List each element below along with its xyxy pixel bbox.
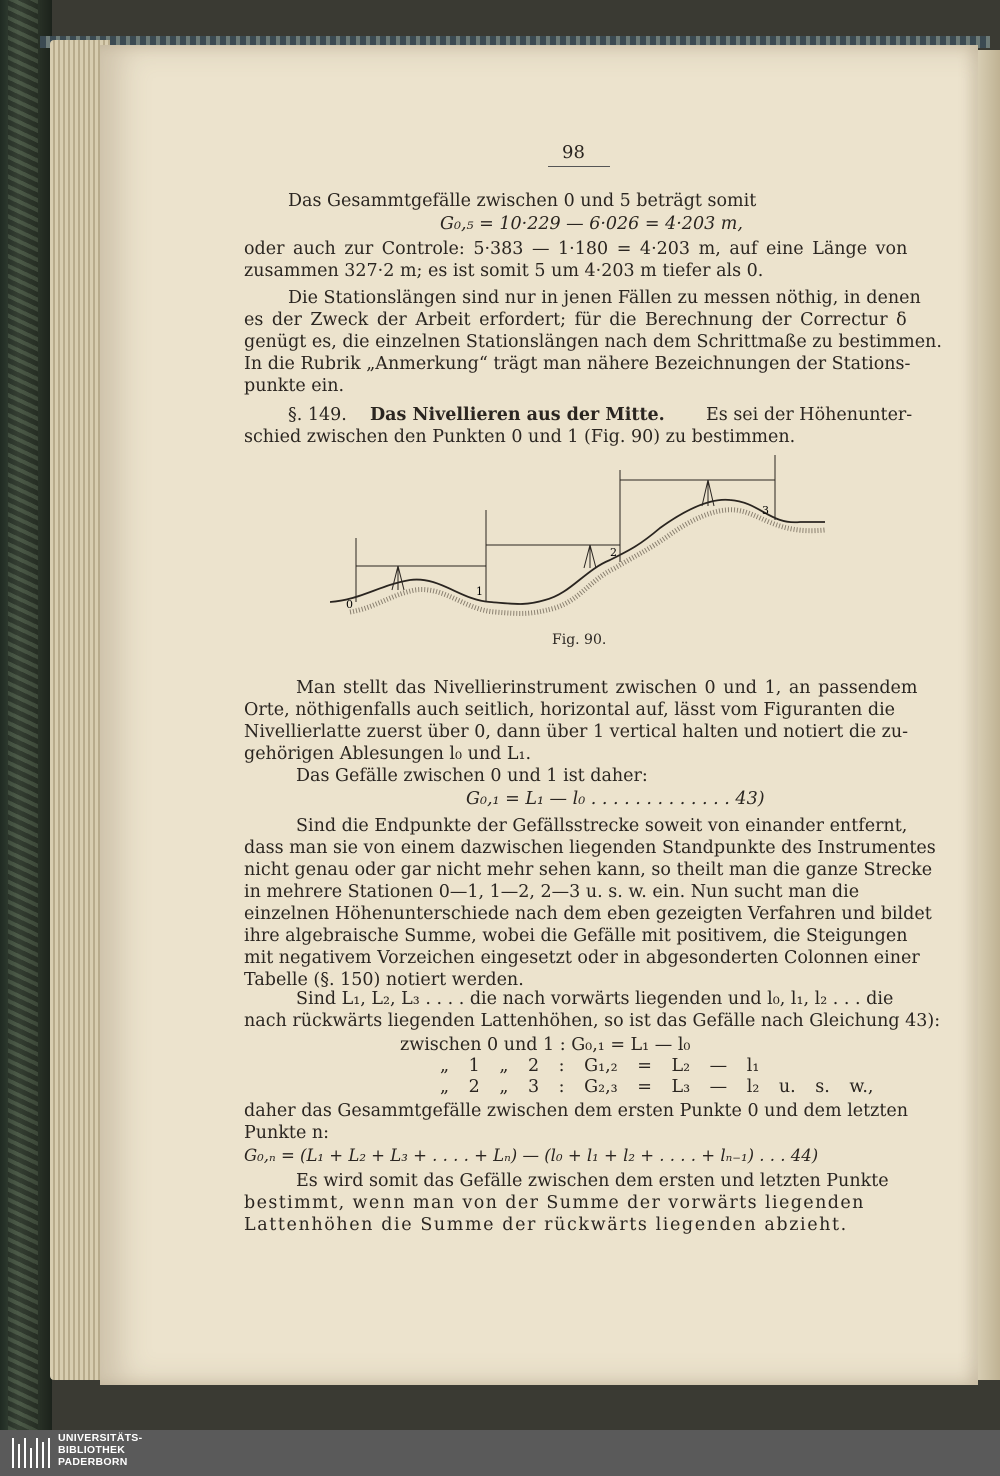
equation-line: „ 1 „ 2 : G₁,₂ = L₂ — l₁ <box>440 1056 760 1076</box>
equation-44: G₀,ₙ = (L₁ + L₂ + L₃ + . . . . + Lₙ) — (l₀ + l₁ + l₂ + . . . . + lₙ₋₁) . . . 44) <box>244 1146 819 1165</box>
text-line: mit negativem Vorzeichen eingesetzt oder in abgesonderten Colonnen einer <box>244 948 920 968</box>
text-line: nicht genau oder gar nicht mehr sehen kann, so theilt man die ganze Strecke <box>244 860 933 880</box>
text-line: Es sei der Höhenunter- <box>706 405 913 425</box>
text-line: daher das Gesammtgefälle zwischen dem ersten Punkte 0 und dem letzten <box>244 1101 909 1121</box>
text-line: dass man sie von einem dazwischen liegenden Standpunkte des Instrumentes <box>244 838 936 858</box>
book-spine <box>0 0 52 1430</box>
text-line: nach rückwärts liegenden Lattenhöhen, so ist das Gefälle nach Gleichung 43): <box>244 1011 941 1031</box>
text-line: Die Stationslängen sind nur in jenen Fällen zu messen nöthig, in denen <box>288 288 921 308</box>
text-line: Es wird somit das Gefälle zwischen dem ersten und letzten Punkte <box>296 1171 889 1191</box>
figure-90-diagram <box>330 450 830 630</box>
logo-line: PADERBORN <box>58 1456 128 1468</box>
text-line: oder auch zur Controle: 5·383 — 1·180 = 4·203 m, auf eine Länge von <box>244 239 908 259</box>
text-line: Punkte n: <box>244 1123 330 1143</box>
text-line: Tabelle (§. 150) notiert werden. <box>244 970 524 990</box>
text-line: schied zwischen den Punkten 0 und 1 (Fig. 90) zu bestimmen. <box>244 427 796 447</box>
text-line: zusammen 327·2 m; es ist somit 5 um 4·203 m tiefer als 0. <box>244 261 764 281</box>
logo-line: UNIVERSITÄTS- <box>58 1432 143 1444</box>
library-logo-text <box>58 1432 142 1468</box>
logo-line: BIBLIOTHEK <box>58 1444 126 1456</box>
text-line: Nivellierlatte zuerst über 0, dann über 1 vertical halten und notiert die zu- <box>244 722 909 742</box>
text-line-spaced: Lattenhöhen die Summe der rückwärts liegenden abzieht. <box>244 1215 848 1235</box>
section-number: §. 149. <box>288 405 347 425</box>
point-label-2: 2 <box>610 546 617 559</box>
text-line: es der Zweck der Arbeit erfordert; für die Berechnung der Correctur δ <box>244 310 907 330</box>
text-line: Sind L₁, L₂, L₃ . . . . die nach vorwärts liegenden und l₀, l₁, l₂ . . . die <box>296 989 894 1009</box>
text-line: Das Gefälle zwischen 0 und 1 ist daher: <box>296 766 648 786</box>
text-line: gehörigen Ablesungen l₀ und L₁. <box>244 744 532 764</box>
text-line: In die Rubrik „Anmerkung“ trägt man nähere Bezeichnungen der Stations- <box>244 354 911 374</box>
equation-line: zwischen 0 und 1 : G₀,₁ = L₁ — l₀ <box>400 1035 691 1055</box>
text-line: punkte ein. <box>244 376 345 396</box>
equation-line: „ 2 „ 3 : G₂,₃ = L₃ — l₂ u. s. w., <box>440 1077 874 1097</box>
section-heading: Das Nivellieren aus der Mitte. <box>370 405 665 425</box>
equation-line: G₀,₅ = 10·229 — 6·026 = 4·203 m, <box>440 214 743 234</box>
text-line: einzelnen Höhenunterschiede nach dem eben gezeigten Verfahren und bildet <box>244 904 932 924</box>
text-line: ihre algebraische Summe, wobei die Gefälle mit positivem, die Steigungen <box>244 926 908 946</box>
text-line: Orte, nöthigenfalls auch seitlich, horizontal auf, lässt vom Figuranten die <box>244 700 896 720</box>
text-line: Sind die Endpunkte der Gefällsstrecke soweit von einander entfernt, <box>296 816 908 836</box>
instrument-tripod-2 <box>584 545 596 568</box>
footer-bar <box>0 1430 1000 1476</box>
terrain-line <box>330 500 825 604</box>
equation-43: G₀,₁ = L₁ — l₀ . . . . . . . . . . . . . 43) <box>466 789 765 809</box>
point-label-1: 1 <box>476 585 483 598</box>
page-number-rule <box>548 166 610 167</box>
figure-caption: Fig. 90. <box>552 632 607 648</box>
text-line: in mehrere Stationen 0—1, 1—2, 2—3 u. s. w. ein. Nun sucht man die <box>244 882 860 902</box>
next-page-edge <box>976 50 1000 1380</box>
library-logo-icon <box>10 1438 50 1468</box>
instrument-tripod-1 <box>392 566 404 590</box>
text-line: genügt es, die einzelnen Stationslängen nach dem Schrittmaße zu bestimmen. <box>244 332 942 352</box>
point-label-3: 3 <box>762 504 769 517</box>
page-number: 98 <box>562 142 585 163</box>
text-line: Man stellt das Nivellierinstrument zwischen 0 und 1, an passendem <box>296 678 918 698</box>
text-line-spaced: bestimmt, wenn man von der Summe der vorwärts liegenden <box>244 1193 865 1213</box>
point-label-0: 0 <box>346 598 353 611</box>
terrain-hatching <box>350 510 825 614</box>
text-line: Das Gesammtgefälle zwischen 0 und 5 beträgt somit <box>288 191 757 211</box>
